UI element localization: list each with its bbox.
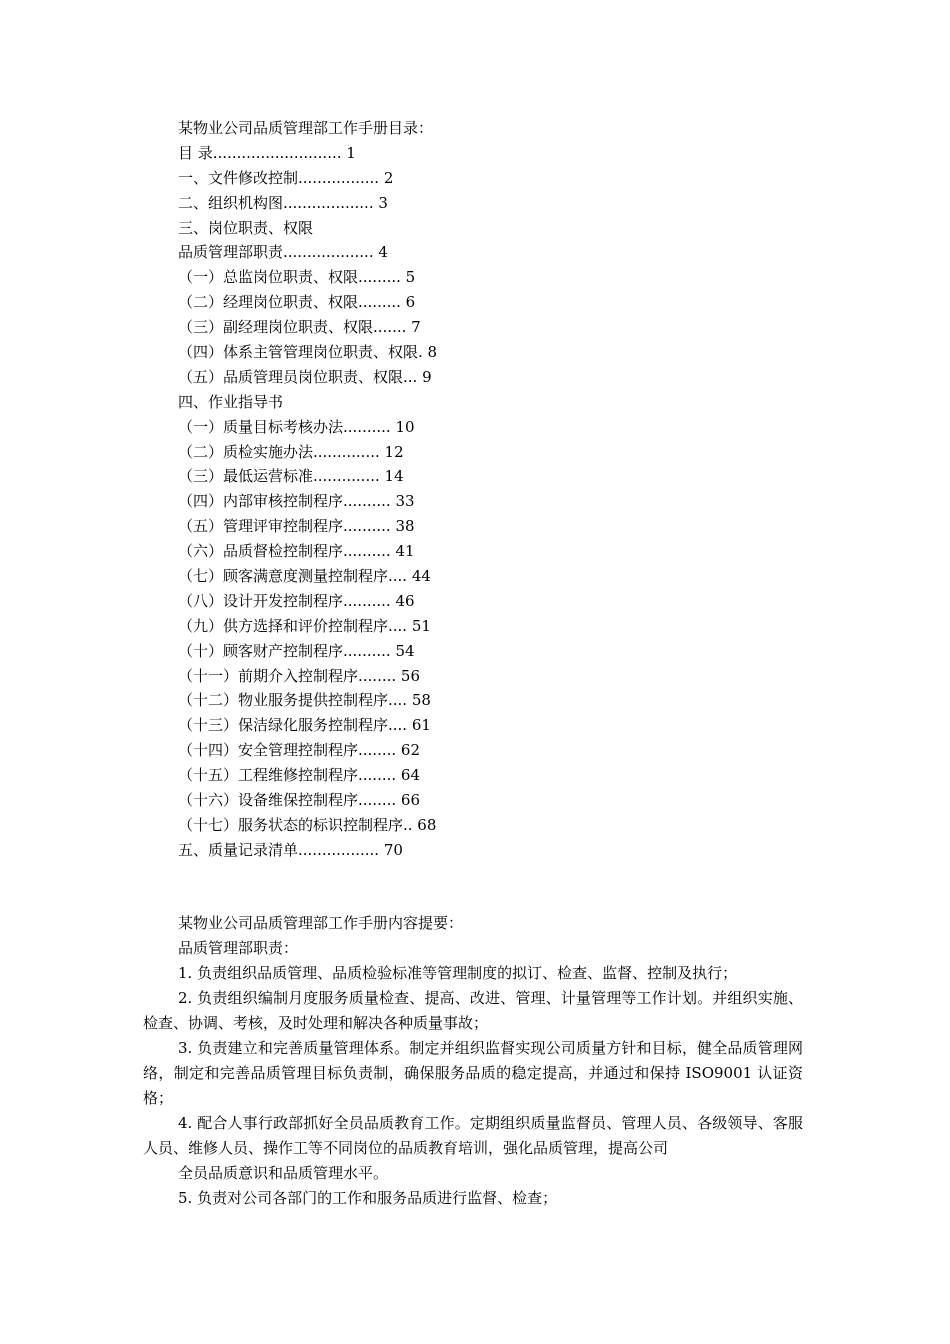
toc-entry: （四）内部审核控制程序.......... 33 (178, 492, 415, 511)
toc-entry: （十一）前期介入控制程序........ 56 (178, 666, 421, 685)
toc-entry: （三）副经理岗位职责、权限....... 7 (178, 318, 421, 337)
toc-entry: （十四）安全管理控制程序........ 62 (178, 741, 421, 760)
duty-item: 1. 负责组织品质管理、品质检验标准等管理制度的拟订、检查、监督、控制及执行； (178, 964, 738, 982)
toc-entry: （十二）物业服务提供控制程序.... 58 (178, 691, 431, 710)
toc-entry: 四、作业指导书 (178, 392, 284, 411)
toc-entry: （六）品质督检控制程序.......... 41 (178, 542, 415, 561)
summary-section (143, 911, 803, 1211)
toc-entry: （一）质量目标考核办法.......... 10 (178, 417, 415, 436)
duty-item-continuation: 全员品质意识和品质管理水平。 (178, 1164, 389, 1182)
summary-subtitle: 品质管理部职责： (178, 939, 299, 957)
toc-entry: （四）体系主管管理岗位职责、权限. 8 (178, 343, 438, 362)
toc-entry: （十）顾客财产控制程序.......... 54 (178, 641, 415, 660)
toc-entry: （一）总监岗位职责、权限......... 5 (178, 268, 416, 287)
toc-entry: （十三）保洁绿化服务控制程序.... 61 (178, 716, 431, 735)
toc-entry: （十五）工程维修控制程序........ 64 (178, 766, 421, 785)
toc-entry: （二）质检实施办法.............. 12 (178, 442, 404, 461)
toc-entry: （九）供方选择和评价控制程序.... 51 (178, 616, 431, 635)
toc-entry: （八）设计开发控制程序.......... 46 (178, 591, 415, 610)
toc-entry: 三、岗位职责、权限 (178, 218, 314, 237)
table-of-contents (178, 116, 798, 863)
duty-item: 2. 负责组织编制月度服务质量检查、提高、改进、管理、计量管理等工作计划。并组织实施、检查、协调、考核，及时处理和解决各种质量事故； (143, 989, 803, 1032)
duty-item: 4. 配合人事行政部抓好全员品质教育工作。定期组织质量监督员、管理人员、各级领导、客服人员、维修人员、操作工等不同岗位的品质教育培训，强化品质管理，提高公司 (143, 1114, 803, 1157)
toc-entry: （三）最低运营标准.............. 14 (178, 467, 404, 486)
toc-entry: 目 录........................... 1 (178, 143, 356, 162)
duty-item: 3. 负责建立和完善质量管理体系。制定并组织监督实现公司质量方针和目标，健全品质管理网络，制定和完善品质管理目标负责制，确保服务品质的稳定提高，并通过和保持 ISO9001 认证资格； (143, 1039, 803, 1107)
toc-entry: 五、质量记录清单................. 70 (178, 840, 403, 859)
toc-entry: 品质管理部职责................... 4 (178, 243, 388, 262)
toc-entry: （五）品质管理员岗位职责、权限... 9 (178, 367, 432, 386)
toc-entry: （十七）服务状态的标识控制程序.. 68 (178, 815, 437, 834)
toc-entry: 一、文件修改控制................. 2 (178, 168, 394, 187)
toc-title: 某物业公司品质管理部工作手册目录： (178, 119, 434, 137)
toc-entry: （七）顾客满意度测量控制程序.... 44 (178, 567, 431, 586)
toc-entry: （五）管理评审控制程序.......... 38 (178, 517, 415, 536)
summary-title: 某物业公司品质管理部工作手册内容提要： (178, 914, 464, 932)
duty-item: 5. 负责对公司各部门的工作和服务品质进行监督、检查； (178, 1189, 558, 1207)
toc-entry: （十六）设备维保控制程序........ 66 (178, 791, 421, 810)
toc-entry: 二、组织机构图................... 3 (178, 193, 388, 212)
toc-entry: （二）经理岗位职责、权限......... 6 (178, 293, 416, 312)
